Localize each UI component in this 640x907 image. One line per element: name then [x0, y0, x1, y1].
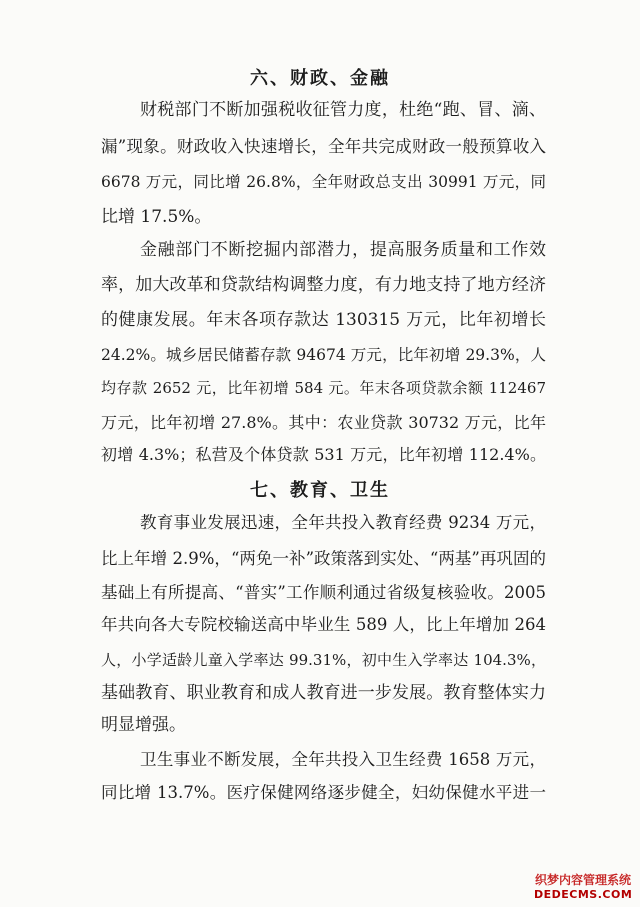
health-line-2: 同比增 13.7%。医疗保健网络逐步健全，妇幼保健水平进一 [101, 783, 546, 802]
section-heading-finance: 六、财政、金融 [250, 68, 390, 89]
education-line-4: 年共向各大专院校输送高中毕业生 589 人，比上年增加 264 [101, 615, 546, 634]
watermark-title: 织梦内容管理系统 [534, 873, 631, 887]
banking-line-5: 均存款 2652 元，比年初增 584 元。年末各项贷款余额 112467 [101, 379, 546, 397]
education-line-5: 人，小学适龄儿童入学率达 99.31%，初中生入学率达 104.3%， [101, 651, 546, 669]
education-line-1: 教育事业发展迅速，全年共投入教育经费 9234 万元， [140, 513, 546, 532]
finance-tax-line-3: 6678 万元，同比增 26.8%，全年财政总支出 30991 万元，同 [101, 173, 546, 191]
health-line-1: 卫生事业不断发展，全年共投入卫生经费 1658 万元， [140, 750, 546, 769]
education-line-2: 比上年增 2.9%，“两免一补”政策落到实处、“两基”再巩固的 [101, 549, 546, 568]
banking-line-7: 初增 4.3%；私营及个体贷款 531 万元，比年初增 112.4%。 [101, 445, 546, 464]
banking-line-3: 的健康发展。年末各项存款达 130315 万元，比年初增长 [101, 310, 546, 330]
banking-line-6: 万元，比年初增 27.8%。其中：农业贷款 30732 万元，比年 [101, 413, 546, 432]
section-heading-education: 七、教育、卫生 [250, 480, 390, 501]
education-line-6: 基础教育、职业教育和成人教育进一步发展。教育整体实力 [101, 683, 546, 703]
banking-line-4: 24.2%。城乡居民储蓄存款 94674 万元，比年初增 29.3%，人 [101, 346, 546, 364]
education-line-7: 明显增强。 [101, 715, 186, 735]
finance-tax-line-1: 财税部门不断加强税收征管力度，杜绝“跑、冒、滴、 [140, 100, 546, 120]
site-watermark [534, 873, 632, 901]
education-line-3: 基础上有所提高、“普实”工作顺利通过省级复核验收。2005 [101, 583, 546, 602]
finance-tax-line-2: 漏”现象。财政收入快速增长，全年共完成财政一般预算收入 [101, 137, 546, 156]
banking-line-1: 金融部门不断挖掘内部潜力，提高服务质量和工作效 [140, 240, 546, 260]
banking-line-2: 率，加大改革和贷款结构调整力度，有力地支持了地方经济 [101, 275, 546, 295]
finance-tax-line-4: 比增 17.5%。 [101, 207, 212, 227]
watermark-domain: DEDECMS.COM [534, 888, 633, 901]
